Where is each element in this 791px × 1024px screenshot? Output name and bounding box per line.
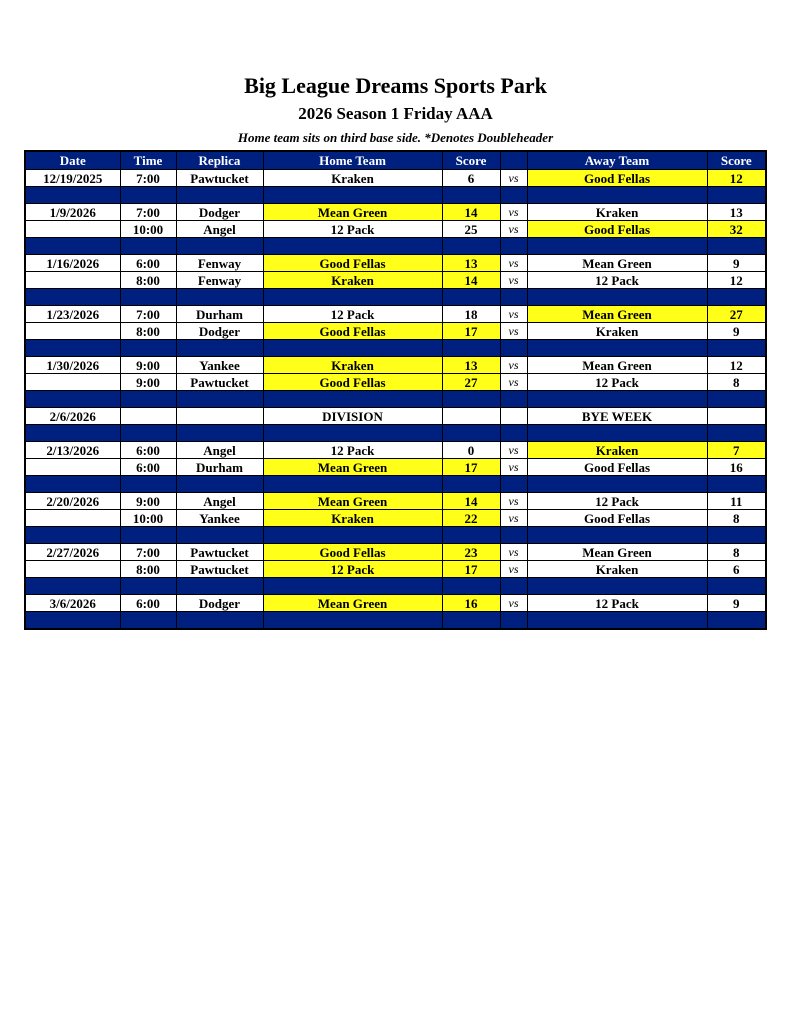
table-row xyxy=(25,408,766,425)
table-row xyxy=(25,544,766,561)
time-cell: 9:00 xyxy=(120,493,176,510)
separator-cell xyxy=(500,340,527,357)
separator-cell xyxy=(120,187,176,204)
date-cell: 1/30/2026 xyxy=(25,357,120,374)
table-row xyxy=(25,170,766,187)
schedule-note: Home team sits on third base side. *Denotes Doubleheader xyxy=(237,130,554,145)
separator-cell xyxy=(442,289,500,306)
vs-cell: vs xyxy=(500,595,527,612)
home-team-cell: Kraken xyxy=(263,357,442,374)
separator-cell xyxy=(176,187,263,204)
separator-cell xyxy=(707,612,766,630)
time-cell: 6:00 xyxy=(120,595,176,612)
col-header-away-team: Away Team xyxy=(527,151,707,170)
home-team-cell: Kraken xyxy=(263,510,442,527)
date-cell xyxy=(25,272,120,289)
away-team-cell: Mean Green xyxy=(527,544,707,561)
away-team-cell: 12 Pack xyxy=(527,374,707,391)
separator-cell xyxy=(707,289,766,306)
separator-row xyxy=(25,578,766,595)
home-score-cell xyxy=(442,408,500,425)
replica-cell: Pawtucket xyxy=(176,544,263,561)
page-title: Big League Dreams Sports Park xyxy=(244,73,547,98)
schedule-table xyxy=(24,150,767,630)
separator-cell xyxy=(25,391,120,408)
separator-cell xyxy=(120,425,176,442)
separator-cell xyxy=(263,289,442,306)
separator-cell xyxy=(442,612,500,630)
separator-row xyxy=(25,391,766,408)
time-cell: 7:00 xyxy=(120,544,176,561)
date-cell: 1/16/2026 xyxy=(25,255,120,272)
col-header-away-score: Score xyxy=(707,151,766,170)
away-team-cell: Good Fellas xyxy=(527,459,707,476)
away-score-cell: 16 xyxy=(707,459,766,476)
vs-cell: vs xyxy=(500,544,527,561)
replica-cell: Durham xyxy=(176,459,263,476)
away-team-cell: Kraken xyxy=(527,442,707,459)
separator-cell xyxy=(707,425,766,442)
time-cell: 9:00 xyxy=(120,357,176,374)
away-score-cell: 6 xyxy=(707,561,766,578)
time-cell: 10:00 xyxy=(120,510,176,527)
separator-cell xyxy=(120,289,176,306)
away-team-cell: Good Fellas xyxy=(527,170,707,187)
table-row xyxy=(25,357,766,374)
separator-cell xyxy=(176,612,263,630)
separator-cell xyxy=(500,612,527,630)
time-cell: 6:00 xyxy=(120,255,176,272)
col-header-home-team: Home Team xyxy=(263,151,442,170)
separator-cell xyxy=(176,527,263,544)
away-team-cell: Kraken xyxy=(527,204,707,221)
separator-row xyxy=(25,187,766,204)
away-score-cell: 8 xyxy=(707,374,766,391)
separator-cell xyxy=(25,527,120,544)
col-header-replica: Replica xyxy=(176,151,263,170)
date-cell xyxy=(25,459,120,476)
date-cell: 2/20/2026 xyxy=(25,493,120,510)
home-score-cell: 6 xyxy=(442,170,500,187)
away-score-cell: 11 xyxy=(707,493,766,510)
vs-cell: vs xyxy=(500,272,527,289)
separator-cell xyxy=(263,187,442,204)
vs-cell: vs xyxy=(500,442,527,459)
separator-cell xyxy=(527,289,707,306)
replica-cell: Fenway xyxy=(176,255,263,272)
date-cell: 12/19/2025 xyxy=(25,170,120,187)
separator-cell xyxy=(500,578,527,595)
separator-cell xyxy=(120,238,176,255)
date-cell xyxy=(25,221,120,238)
separator-cell xyxy=(442,476,500,493)
separator-cell xyxy=(527,578,707,595)
separator-cell xyxy=(500,289,527,306)
separator-cell xyxy=(176,425,263,442)
away-team-cell: 12 Pack xyxy=(527,493,707,510)
replica-cell: Pawtucket xyxy=(176,374,263,391)
replica-cell xyxy=(176,408,263,425)
separator-cell xyxy=(120,340,176,357)
separator-cell xyxy=(263,340,442,357)
separator-cell xyxy=(120,476,176,493)
time-cell: 7:00 xyxy=(120,306,176,323)
col-header-time: Time xyxy=(120,151,176,170)
away-score-cell: 12 xyxy=(707,357,766,374)
replica-cell: Fenway xyxy=(176,272,263,289)
vs-cell xyxy=(500,408,527,425)
home-score-cell: 13 xyxy=(442,255,500,272)
away-team-cell: Mean Green xyxy=(527,306,707,323)
time-cell xyxy=(120,408,176,425)
separator-cell xyxy=(707,238,766,255)
replica-cell: Angel xyxy=(176,442,263,459)
separator-cell xyxy=(263,476,442,493)
table-row xyxy=(25,204,766,221)
replica-cell: Yankee xyxy=(176,510,263,527)
separator-row xyxy=(25,340,766,357)
separator-row xyxy=(25,425,766,442)
separator-cell xyxy=(25,612,120,630)
separator-cell xyxy=(120,527,176,544)
away-score-cell xyxy=(707,408,766,425)
date-cell xyxy=(25,323,120,340)
separator-cell xyxy=(442,391,500,408)
separator-cell xyxy=(527,391,707,408)
replica-cell: Dodger xyxy=(176,204,263,221)
separator-cell xyxy=(25,425,120,442)
header-row xyxy=(25,151,766,170)
home-team-cell: Mean Green xyxy=(263,493,442,510)
separator-cell xyxy=(500,238,527,255)
separator-cell xyxy=(263,578,442,595)
vs-cell: vs xyxy=(500,204,527,221)
col-header-home-score: Score xyxy=(442,151,500,170)
separator-cell xyxy=(176,238,263,255)
separator-cell xyxy=(527,476,707,493)
home-score-cell: 18 xyxy=(442,306,500,323)
time-cell: 9:00 xyxy=(120,374,176,391)
replica-cell: Dodger xyxy=(176,595,263,612)
home-team-cell: Mean Green xyxy=(263,204,442,221)
vs-cell: vs xyxy=(500,510,527,527)
table-row xyxy=(25,510,766,527)
vs-cell: vs xyxy=(500,357,527,374)
vs-cell: vs xyxy=(500,459,527,476)
away-team-cell: Kraken xyxy=(527,323,707,340)
separator-cell xyxy=(263,425,442,442)
home-score-cell: 0 xyxy=(442,442,500,459)
away-team-cell: 12 Pack xyxy=(527,272,707,289)
separator-cell xyxy=(500,527,527,544)
time-cell: 6:00 xyxy=(120,442,176,459)
replica-cell: Durham xyxy=(176,306,263,323)
away-team-cell: Mean Green xyxy=(527,357,707,374)
separator-cell xyxy=(25,578,120,595)
replica-cell: Dodger xyxy=(176,323,263,340)
vs-cell: vs xyxy=(500,374,527,391)
home-team-cell: Good Fellas xyxy=(263,544,442,561)
away-team-cell: Mean Green xyxy=(527,255,707,272)
vs-cell: vs xyxy=(500,493,527,510)
separator-cell xyxy=(25,340,120,357)
table-row xyxy=(25,442,766,459)
separator-cell xyxy=(500,391,527,408)
separator-cell xyxy=(176,340,263,357)
table-row xyxy=(25,561,766,578)
separator-row xyxy=(25,289,766,306)
separator-cell xyxy=(527,527,707,544)
home-score-cell: 14 xyxy=(442,493,500,510)
replica-cell: Angel xyxy=(176,493,263,510)
separator-cell xyxy=(120,612,176,630)
table-row xyxy=(25,306,766,323)
separator-cell xyxy=(25,476,120,493)
separator-cell xyxy=(707,476,766,493)
home-team-cell: Kraken xyxy=(263,272,442,289)
col-header-date: Date xyxy=(25,151,120,170)
vs-cell: vs xyxy=(500,255,527,272)
away-score-cell: 13 xyxy=(707,204,766,221)
vs-cell: vs xyxy=(500,221,527,238)
table-row xyxy=(25,255,766,272)
home-score-cell: 17 xyxy=(442,459,500,476)
separator-row xyxy=(25,612,766,630)
separator-cell xyxy=(120,391,176,408)
separator-cell xyxy=(707,578,766,595)
separator-cell xyxy=(442,187,500,204)
away-score-cell: 27 xyxy=(707,306,766,323)
away-team-cell: 12 Pack xyxy=(527,595,707,612)
date-cell: 2/13/2026 xyxy=(25,442,120,459)
away-team-cell: Good Fellas xyxy=(527,510,707,527)
home-score-cell: 14 xyxy=(442,204,500,221)
table-row xyxy=(25,323,766,340)
separator-cell xyxy=(176,578,263,595)
separator-cell xyxy=(707,391,766,408)
date-cell: 2/27/2026 xyxy=(25,544,120,561)
home-score-cell: 17 xyxy=(442,561,500,578)
time-cell: 7:00 xyxy=(120,204,176,221)
home-team-cell: DIVISION xyxy=(263,408,442,425)
time-cell: 8:00 xyxy=(120,272,176,289)
separator-cell xyxy=(442,340,500,357)
vs-cell: vs xyxy=(500,323,527,340)
home-team-cell: 12 Pack xyxy=(263,442,442,459)
vs-cell: vs xyxy=(500,306,527,323)
replica-cell: Pawtucket xyxy=(176,170,263,187)
separator-cell xyxy=(263,612,442,630)
separator-cell xyxy=(707,527,766,544)
replica-cell: Pawtucket xyxy=(176,561,263,578)
date-cell xyxy=(25,561,120,578)
separator-cell xyxy=(263,391,442,408)
away-team-cell: BYE WEEK xyxy=(527,408,707,425)
home-score-cell: 13 xyxy=(442,357,500,374)
separator-cell xyxy=(527,425,707,442)
separator-cell xyxy=(176,391,263,408)
vs-cell: vs xyxy=(500,170,527,187)
separator-cell xyxy=(500,425,527,442)
away-team-cell: Kraken xyxy=(527,561,707,578)
separator-cell xyxy=(527,612,707,630)
time-cell: 7:00 xyxy=(120,170,176,187)
home-team-cell: Mean Green xyxy=(263,459,442,476)
separator-cell xyxy=(176,476,263,493)
away-score-cell: 9 xyxy=(707,255,766,272)
schedule-body xyxy=(25,170,766,630)
home-score-cell: 23 xyxy=(442,544,500,561)
replica-cell: Yankee xyxy=(176,357,263,374)
time-cell: 8:00 xyxy=(120,323,176,340)
separator-cell xyxy=(263,527,442,544)
away-score-cell: 12 xyxy=(707,272,766,289)
table-row xyxy=(25,459,766,476)
away-score-cell: 9 xyxy=(707,323,766,340)
date-cell: 3/6/2026 xyxy=(25,595,120,612)
separator-cell xyxy=(527,340,707,357)
home-team-cell: Kraken xyxy=(263,170,442,187)
time-cell: 8:00 xyxy=(120,561,176,578)
away-score-cell: 7 xyxy=(707,442,766,459)
page-subtitle: 2026 Season 1 Friday AAA xyxy=(298,104,493,123)
time-cell: 6:00 xyxy=(120,459,176,476)
separator-cell xyxy=(120,578,176,595)
separator-cell xyxy=(500,476,527,493)
col-header-vs xyxy=(500,151,527,170)
home-team-cell: 12 Pack xyxy=(263,306,442,323)
home-team-cell: Mean Green xyxy=(263,595,442,612)
separator-cell xyxy=(263,238,442,255)
home-team-cell: 12 Pack xyxy=(263,561,442,578)
table-row xyxy=(25,221,766,238)
separator-cell xyxy=(527,187,707,204)
separator-cell xyxy=(25,187,120,204)
away-team-cell: Good Fellas xyxy=(527,221,707,238)
table-row xyxy=(25,595,766,612)
separator-cell xyxy=(25,289,120,306)
separator-row xyxy=(25,238,766,255)
away-score-cell: 12 xyxy=(707,170,766,187)
separator-cell xyxy=(25,238,120,255)
home-team-cell: Good Fellas xyxy=(263,374,442,391)
replica-cell: Angel xyxy=(176,221,263,238)
home-score-cell: 17 xyxy=(442,323,500,340)
date-cell xyxy=(25,510,120,527)
home-team-cell: Good Fellas xyxy=(263,255,442,272)
separator-cell xyxy=(442,578,500,595)
separator-cell xyxy=(442,527,500,544)
away-score-cell: 8 xyxy=(707,510,766,527)
separator-cell xyxy=(176,289,263,306)
separator-cell xyxy=(442,238,500,255)
home-score-cell: 27 xyxy=(442,374,500,391)
date-cell xyxy=(25,374,120,391)
home-score-cell: 16 xyxy=(442,595,500,612)
away-score-cell: 8 xyxy=(707,544,766,561)
home-team-cell: 12 Pack xyxy=(263,221,442,238)
separator-cell xyxy=(500,187,527,204)
separator-row xyxy=(25,527,766,544)
home-score-cell: 14 xyxy=(442,272,500,289)
home-score-cell: 22 xyxy=(442,510,500,527)
away-score-cell: 9 xyxy=(707,595,766,612)
separator-cell xyxy=(707,187,766,204)
separator-row xyxy=(25,476,766,493)
home-score-cell: 25 xyxy=(442,221,500,238)
separator-cell xyxy=(707,340,766,357)
separator-cell xyxy=(527,238,707,255)
table-row xyxy=(25,493,766,510)
date-cell: 1/23/2026 xyxy=(25,306,120,323)
table-row xyxy=(25,272,766,289)
date-cell: 2/6/2026 xyxy=(25,408,120,425)
time-cell: 10:00 xyxy=(120,221,176,238)
away-score-cell: 32 xyxy=(707,221,766,238)
date-cell: 1/9/2026 xyxy=(25,204,120,221)
separator-cell xyxy=(442,425,500,442)
vs-cell: vs xyxy=(500,561,527,578)
table-row xyxy=(25,374,766,391)
home-team-cell: Good Fellas xyxy=(263,323,442,340)
